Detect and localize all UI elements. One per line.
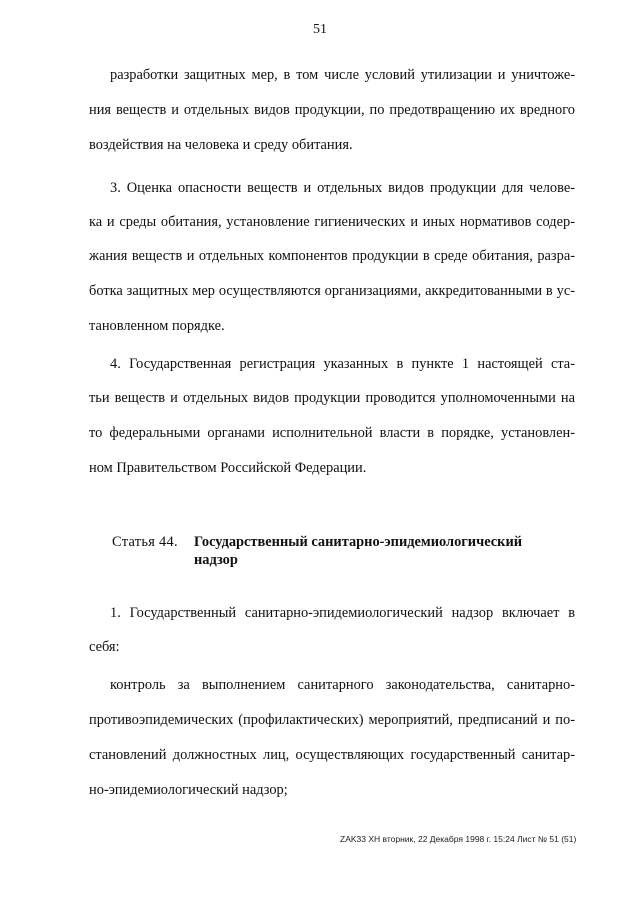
article-label: Статья 44.	[112, 534, 178, 550]
text-line: 1. Государственный санитарно-эпидемиологический надзор включает в	[110, 605, 575, 621]
text-line: становлений должностных лиц, осуществляющих государственный санитар-	[89, 747, 575, 763]
text-line: но-эпидемиологический надзор;	[89, 782, 288, 798]
text-line: воздействия на человека и среду обитания.	[89, 137, 353, 153]
page-number: 51	[313, 22, 327, 37]
text-line: жания веществ и отдельных компонентов продукции в среде обитания, разра-	[89, 248, 575, 264]
text-line: тьи веществ и отдельных видов продукции проводится уполномоченными на	[89, 390, 575, 406]
text-line: 4. Государственная регистрация указанных в пункте 1 настоящей ста-	[110, 356, 575, 372]
text-line: разработки защитных мер, в том числе условий утилизации и уничтоже-	[110, 67, 575, 83]
text-line: ния веществ и отдельных видов продукции, по предотвращению их вредного	[89, 102, 575, 118]
article-heading-line-2: надзор	[194, 552, 238, 568]
text-line: ном Правительством Российской Федерации.	[89, 460, 367, 476]
footer-stamp: ZAK33 ХН вторник, 22 Декабря 1998 г. 15:24 Лист № 51 (51)	[340, 834, 577, 844]
text-line: тановленном порядке.	[89, 318, 225, 334]
article-title: Государственный санитарно-эпидемиологический	[194, 534, 523, 550]
text-line: ботка защитных мер осуществляются организациями, аккредитованными в ус-	[89, 283, 575, 299]
text-line: контроль за выполнением санитарного законодательства, санитарно-	[110, 677, 575, 693]
text-line: себя:	[89, 639, 120, 655]
text-line: то федеральными органами исполнительной власти в порядке, установлен-	[89, 425, 575, 441]
text-line: ка и среды обитания, установление гигиенических и иных нормативов содер-	[89, 214, 575, 230]
article-heading-line-1	[112, 533, 522, 551]
text-line: противоэпидемических (профилактических) мероприятий, предписаний и по-	[89, 712, 575, 728]
text-line: 3. Оценка опасности веществ и отдельных видов продукции для челове-	[110, 180, 575, 196]
